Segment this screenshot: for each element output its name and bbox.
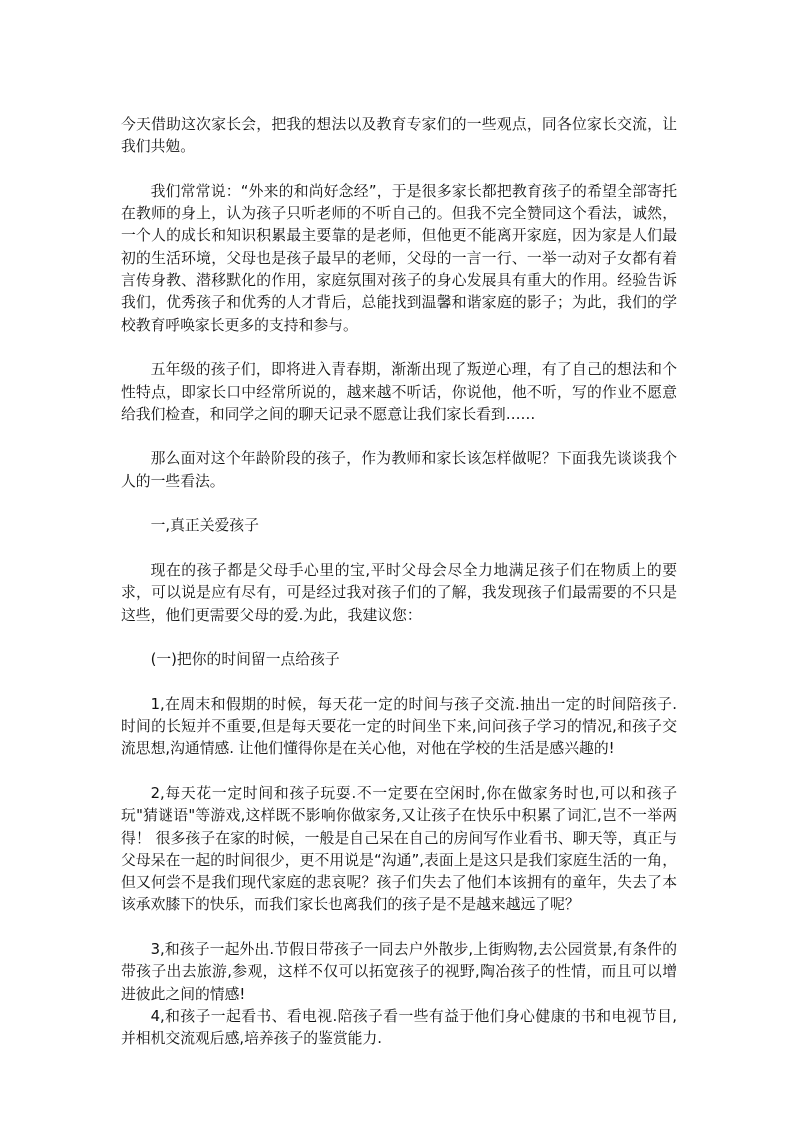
document-page <box>121 114 677 1050</box>
paragraph-fifth-grade: 五年级的孩子们，即将进入青春期，渐渐出现了叛逆心理，有了自己的想法和个性特点，即家长口中经常所说的，越来越不听话，你说他，他不听，写的作业不愿意给我们检查，和同学之间的聊天记录不愿意让我们家长看到…… <box>121 361 677 423</box>
list-item-4: 4,和孩子一起看书、看电视.陪孩子看一些有益于他们身心健康的书和电视节目,并相机交流观后感,培养孩子的鉴赏能力. <box>121 1007 677 1048</box>
list-item-1: 1,在周末和假期的时候，每天花一定的时间与孩子交流.抽出一定的时间陪孩子.时间的长短并不重要,但是每天要花一定的时间坐下来,问问孩子学习的情况,和孩子交流思想,沟通情感. 让他们懂得你是在关心他，对他在学校的生活是感兴趣的! <box>121 695 677 758</box>
subsection-heading-time: (一)把你的时间留一点给孩子 <box>150 651 340 669</box>
paragraph-opening: 今天借助这次家长会，把我的想法以及教育专家们的一些观点，同各位家长交流，让我们共勉。 <box>121 116 677 156</box>
paragraph-question: 那么面对这个年龄阶段的孩子，作为教师和家长该怎样做呢？下面我先谈谈我个人的一些看法。 <box>121 450 677 490</box>
section-heading-care: 一,真正关爱孩子 <box>150 517 259 535</box>
list-item-2: 2,每天花一定时间和孩子玩耍.不一定要在空闲时,你在做家务时也,可以和孩子玩"猜谜语"等游戏,这样既不影响你做家务,又让孩子在快乐中积累了词汇,岂不一举两得！ 很多孩子在家的时候，一般是自己呆在自己的房间写作业看书、聊天等，真正与父母呆在一起的时间很少，更不用说是“沟通”,表面上是这只是我们家庭生活的一角，但又何尝不是我们现代家庭的悲哀呢？孩子们失去了他们本该拥有的童年，失去了本该承欢膝下的快乐，而我们家长也离我们的孩子是不是越来越远了呢？ <box>121 784 677 914</box>
paragraph-family-role: 我们常常说：“外来的和尚好念经”，于是很多家长都把教育孩子的希望全部寄托在教师的身上，认为孩子只听老师的不听自己的。但我不完全赞同这个看法，诚然，一个人的成长和知识积累最主要靠的是老师，但他更不能离开家庭，因为家是人们最初的生活环境，父母也是孩子最早的老师，父母的一言一行、一举一动对子女都有着言传身教、潜移默化的作用，家庭氛围对孩子的身心发展具有重大的作用。经验告诉我们，优秀孩子和优秀的人才背后，总能找到温馨和谐家庭的影子；为此，我们的学校教育呼唤家长更多的支持和参与。 <box>121 182 677 334</box>
list-item-3: 3,和孩子一起外出.节假日带孩子一同去户外散步,上街购物,去公园赏景,有条件的带孩子出去旅游,参观，这样不仅可以拓宽孩子的视野,陶冶孩子的性情，而且可以增进彼此之间的情感! <box>121 940 677 1003</box>
paragraph-needs: 现在的孩子都是父母手心里的宝,平时父母会尽全力地满足孩子们在物质上的要求，可以说是应有尽有，可是经过我对孩子们的了解，我发现孩子们最需要的不只是这些，他们更需要父母的爱.为此，我建议您： <box>121 561 677 624</box>
